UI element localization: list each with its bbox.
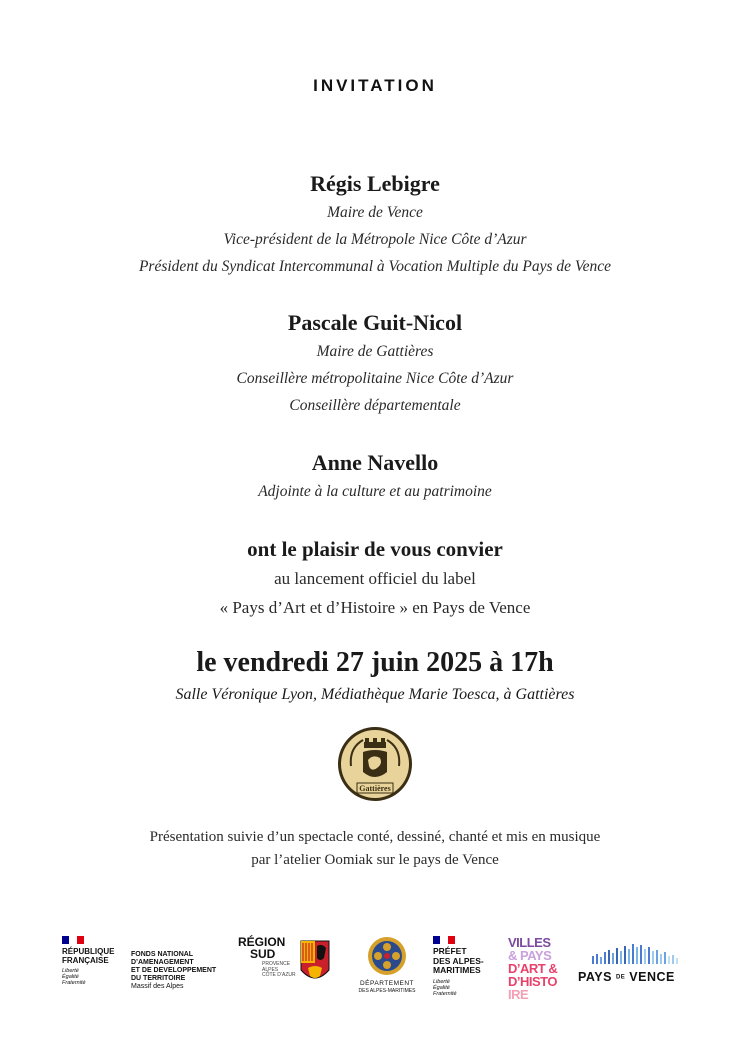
logo-text: DU TERRITOIRE: [131, 975, 186, 982]
gattieres-coat-of-arms-icon: [337, 726, 413, 802]
invitation-text: [0, 536, 750, 622]
logo-word: PAYS: [578, 970, 612, 984]
logo-text: D’HISTO: [508, 974, 557, 989]
republique-francaise-logo: [62, 936, 124, 986]
logo-text: DES ALPES-: [433, 955, 484, 966]
logo-text: RÉGION: [238, 935, 286, 949]
logo-text: IRE: [508, 987, 529, 1002]
logo-motto: Liberté: [433, 978, 450, 985]
logo-text: [578, 970, 698, 984]
invitation-line: « Pays d’Art et d’Histoire » en Pays de Vence: [219, 598, 531, 617]
villes-pays-art-histoire-logo: [508, 936, 562, 1001]
host-name: Anne Navello: [311, 450, 439, 475]
logo-text: D’AMENAGEMENT: [131, 959, 194, 966]
program-line: par l’atelier Oomiak sur le pays de Vence: [251, 852, 499, 868]
host-role: Conseillère métropolitaine Nice Côte d’Azur: [236, 370, 514, 387]
logo-word: VENCE: [629, 970, 675, 984]
departement-alpes-maritimes-logo: [347, 936, 427, 994]
host-role: Président du Syndicat Intercommunal à Vocation Multiple du Pays de Vence: [138, 258, 612, 275]
host-role: Conseillère départementale: [289, 397, 461, 414]
logo-motto: Fraternité: [62, 980, 86, 986]
logo-text: ET DE DEVELOPPEMENT: [131, 967, 217, 974]
logo-motto: Égalité: [433, 984, 450, 991]
logo-text: ALPES: [262, 966, 279, 973]
logo-motto: Fraternité: [433, 990, 457, 997]
program-line: Présentation suivie d’un spectacle conté, dessiné, chanté et mis en musique: [149, 829, 601, 845]
fnadt-logo: [131, 951, 227, 991]
host-pascale-guit-nicol: [0, 310, 750, 419]
logo-text: FRANÇAISE: [62, 956, 109, 965]
prefet-alpes-maritimes-logo: [433, 936, 501, 997]
logo-text: SUD: [250, 947, 276, 961]
host-role: Vice-président de la Métropole Nice Côte d’Azur: [223, 231, 527, 248]
logo-motto: Égalité: [62, 974, 79, 980]
pays-de-vence-wave-icon: [590, 942, 690, 966]
invitation-line: au lancement officiel du label: [274, 569, 476, 588]
event-venue: Salle Véronique Lyon, Médiathèque Marie Toesca, à Gattières: [175, 686, 575, 703]
logo-text: & PAYS: [508, 948, 552, 963]
host-name: Pascale Guit-Nicol: [287, 310, 463, 335]
seal-label: Gattières: [359, 784, 391, 793]
invitation-heading: INVITATION: [313, 76, 437, 95]
logo-text: PROVENCE: [262, 961, 291, 967]
logo-text: MARITIMES: [433, 965, 481, 975]
logo-text: DÉPARTEMENT: [359, 980, 414, 987]
host-role: Maire de Gattières: [316, 343, 434, 360]
french-flag-icon: [433, 936, 455, 944]
host-anne-navello: [0, 450, 750, 505]
region-shield-icon: [300, 940, 330, 986]
host-role: Maire de Vence: [327, 204, 423, 221]
logo-text: Massif des Alpes: [131, 983, 184, 990]
host-role: Adjointe à la culture et au patrimoine: [258, 483, 492, 500]
host-name: Régis Lebigre: [310, 171, 440, 196]
logo-text: D’ART &: [508, 961, 558, 976]
logo-text: VILLES: [508, 935, 551, 950]
invitation-lead: ont le plaisir de vous convier: [247, 537, 503, 561]
logo-word: DE: [615, 974, 626, 981]
pays-de-vence-logo: [578, 942, 698, 984]
region-sud-logo: [238, 936, 334, 979]
event-date: le vendredi 27 juin 2025 à 17h: [196, 647, 554, 678]
logo-text: RÉPUBLIQUE: [62, 947, 115, 956]
logo-text: PRÉFET: [433, 946, 467, 956]
program-text: [0, 826, 750, 872]
logo-text: CÔTE D’AZUR: [262, 972, 296, 978]
logo-motto: Liberté: [62, 968, 79, 974]
french-flag-icon: [62, 936, 84, 944]
event-details: [0, 646, 750, 706]
logo-text: DES ALPES-MARITIMES: [358, 988, 416, 994]
departement-emblem-icon: [367, 936, 407, 976]
logo-text: FONDS NATIONAL: [131, 951, 194, 958]
host-regis-lebigre: [0, 171, 750, 280]
